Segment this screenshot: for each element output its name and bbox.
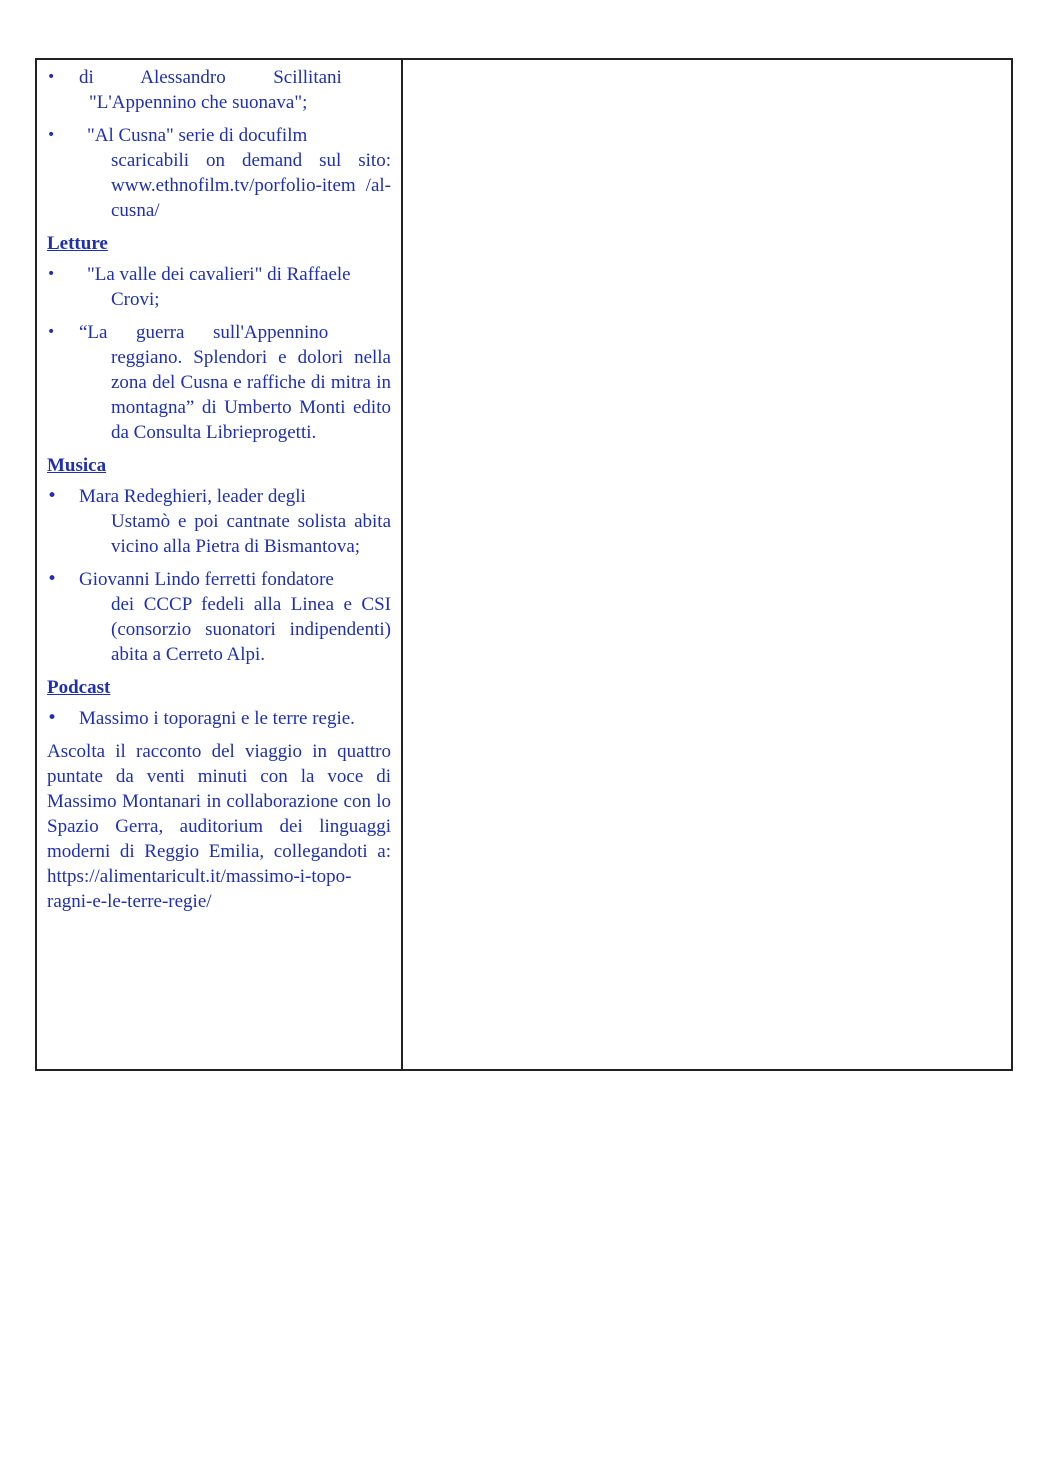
film-line: di Alessandro Scillitani [79, 67, 342, 88]
bullet-icon: • [47, 69, 56, 85]
bullet-icon: • [47, 708, 58, 728]
music-continuation: dei CCCP fedeli alla Linea e CSI (consorzio suonatori indipendenti) abita a Cerreto Alpi. [111, 594, 391, 665]
list-item [47, 567, 391, 667]
music-line: Mara Redeghieri, leader degli [79, 486, 306, 507]
podcast-item: Massimo i toporagni e le terre regie. [79, 708, 355, 729]
list-item [47, 123, 391, 223]
list-item [47, 262, 391, 312]
music-line: Giovanni Lindo ferretti fondatore [79, 569, 334, 590]
bullet-icon: • [47, 127, 56, 143]
film-line: "Al Cusna" serie di docufilm [87, 125, 308, 146]
podcast-description: Ascolta il racconto del viaggio in quattro puntate da venti minuti con la voce di Massimo Montanari in collaborazione con lo Spazio Gerra, auditorium dei linguaggi moderni di Reggio Emilia, collegandoti a: https://alimentaricult.it/massimo-i-topo-ragni-e-le-terre-regie/ [47, 741, 391, 912]
film-continuation: "L'Appennino che suonava"; [89, 92, 308, 113]
bullet-icon: • [47, 569, 58, 589]
section-heading-musica: Musica [47, 455, 107, 476]
content-table [35, 58, 1013, 1071]
list-item [47, 706, 391, 731]
reading-line: “La guerra sull'Appennino [79, 322, 329, 343]
bullet-icon: • [47, 486, 58, 506]
bullet-icon: • [47, 324, 56, 340]
list-item [47, 484, 391, 559]
list-item [47, 320, 391, 445]
film-continuation: scaricabili on demand sul sito: www.ethnofilm.tv/porfolio-item /al-cusna/ [111, 150, 391, 221]
reading-continuation: Crovi; [111, 289, 160, 310]
section-heading-podcast: Podcast [47, 677, 111, 698]
bullet-icon: • [47, 266, 56, 282]
section-heading-letture: Letture [47, 233, 108, 254]
reading-continuation: reggiano. Splendori e dolori nella zona del Cusna e raffiche di mitra in montagna” di Umberto Monti edito da Consulta Librieprogetti. [111, 347, 391, 443]
right-column [403, 60, 1011, 1069]
left-column [37, 60, 403, 1069]
music-continuation: Ustamò e poi cantnate solista abita vicino alla Pietra di Bismantova; [111, 511, 391, 557]
list-item [47, 65, 391, 115]
reading-line: "La valle dei cavalieri" di Raffaele [87, 264, 351, 285]
